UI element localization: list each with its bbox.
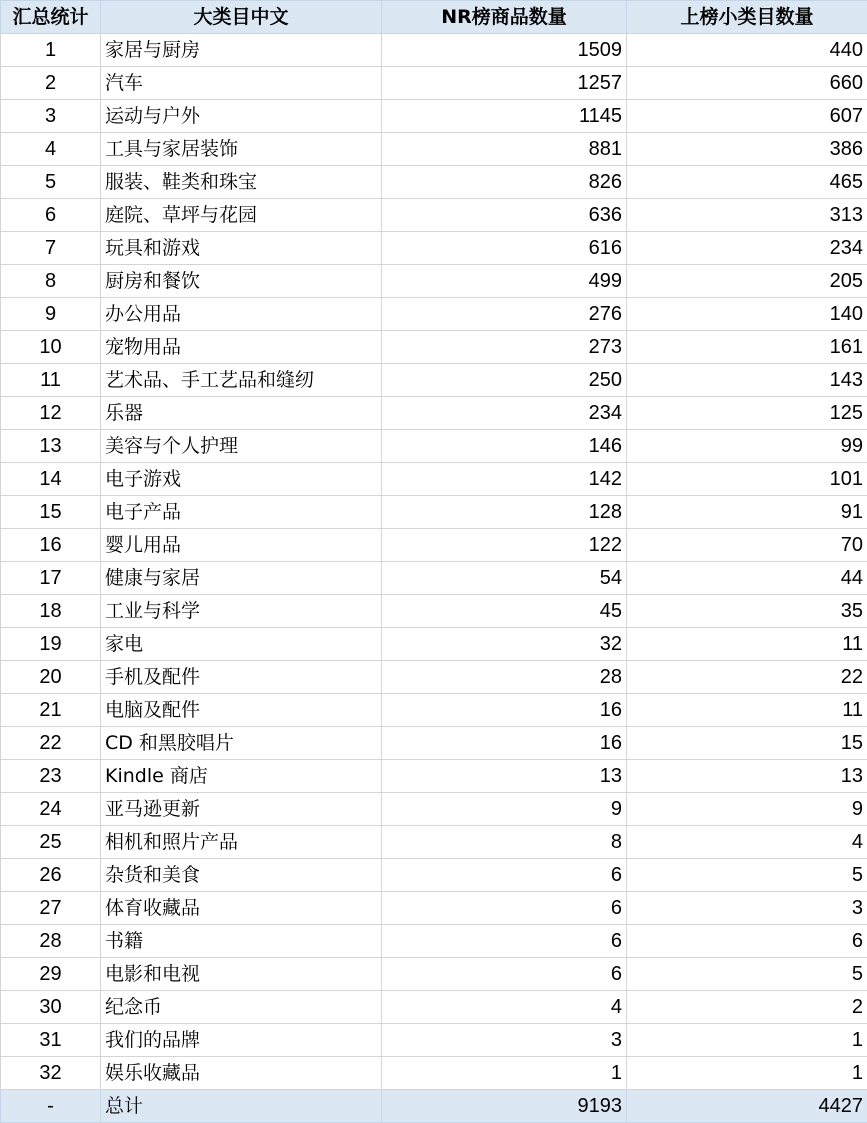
row-category-cell[interactable]: CD 和黑胶唱片 [101, 727, 382, 760]
row-nr-count-cell[interactable]: 1509 [382, 34, 627, 67]
table-footer [1, 1090, 867, 1123]
row-sub-count-cell[interactable]: 3 [627, 892, 867, 925]
row-index-cell[interactable]: 9 [1, 298, 101, 331]
row-category-cell[interactable]: 运动与户外 [101, 100, 382, 133]
row-index-cell[interactable]: 22 [1, 727, 101, 760]
row-index-cell[interactable]: 7 [1, 232, 101, 265]
row-nr-count-cell[interactable]: 826 [382, 166, 627, 199]
column-header-summary[interactable]: 汇总统计 [1, 1, 101, 34]
row-category-cell[interactable]: 美容与个人护理 [101, 430, 382, 463]
row-index-cell[interactable]: 29 [1, 958, 101, 991]
row-category-cell[interactable]: 办公用品 [101, 298, 382, 331]
row-sub-count-cell[interactable]: 13 [627, 760, 867, 793]
row-category-cell[interactable]: 体育收藏品 [101, 892, 382, 925]
row-category-cell[interactable]: 书籍 [101, 925, 382, 958]
row-category-cell[interactable]: 工业与科学 [101, 595, 382, 628]
row-index-cell[interactable]: 19 [1, 628, 101, 661]
row-index-cell[interactable]: 18 [1, 595, 101, 628]
row-nr-count-cell[interactable]: 234 [382, 397, 627, 430]
row-category-cell[interactable]: 厨房和餐饮 [101, 265, 382, 298]
row-category-cell[interactable]: 乐器 [101, 397, 382, 430]
row-index-cell[interactable]: 30 [1, 991, 101, 1024]
table-row [1, 859, 867, 892]
row-nr-count-cell[interactable]: 1 [382, 1057, 627, 1090]
total-label-cell[interactable]: 总计 [101, 1090, 382, 1123]
row-index-cell[interactable]: 8 [1, 265, 101, 298]
row-nr-count-cell[interactable]: 616 [382, 232, 627, 265]
row-sub-count-cell[interactable]: 44 [627, 562, 867, 595]
table-row [1, 298, 867, 331]
row-sub-count-cell[interactable]: 465 [627, 166, 867, 199]
row-nr-count-cell[interactable]: 499 [382, 265, 627, 298]
row-index-cell[interactable]: 32 [1, 1057, 101, 1090]
row-index-cell[interactable]: 26 [1, 859, 101, 892]
row-sub-count-cell[interactable]: 2 [627, 991, 867, 1024]
row-index-cell[interactable]: 4 [1, 133, 101, 166]
row-sub-count-cell[interactable]: 234 [627, 232, 867, 265]
row-index-cell[interactable]: 21 [1, 694, 101, 727]
row-nr-count-cell[interactable]: 273 [382, 331, 627, 364]
row-sub-count-cell[interactable]: 11 [627, 694, 867, 727]
row-category-cell[interactable]: 汽车 [101, 67, 382, 100]
total-sub-count-cell[interactable]: 4427 [627, 1090, 867, 1123]
table-row [1, 496, 867, 529]
row-sub-count-cell[interactable]: 22 [627, 661, 867, 694]
table-row [1, 826, 867, 859]
row-sub-count-cell[interactable]: 5 [627, 958, 867, 991]
row-nr-count-cell[interactable]: 9 [382, 793, 627, 826]
table-row [1, 232, 867, 265]
table-row [1, 265, 867, 298]
row-nr-count-cell[interactable]: 276 [382, 298, 627, 331]
total-nr-count-cell[interactable]: 9193 [382, 1090, 627, 1123]
row-index-cell[interactable]: 11 [1, 364, 101, 397]
row-category-cell[interactable]: 电子产品 [101, 496, 382, 529]
table-row [1, 100, 867, 133]
row-nr-count-cell[interactable]: 6 [382, 925, 627, 958]
row-nr-count-cell[interactable]: 881 [382, 133, 627, 166]
table-row [1, 793, 867, 826]
table-row [1, 430, 867, 463]
row-category-cell[interactable]: 娱乐收藏品 [101, 1057, 382, 1090]
row-nr-count-cell[interactable]: 54 [382, 562, 627, 595]
row-sub-count-cell[interactable]: 101 [627, 463, 867, 496]
row-nr-count-cell[interactable]: 6 [382, 859, 627, 892]
row-index-cell[interactable]: 31 [1, 1024, 101, 1057]
table-row [1, 991, 867, 1024]
row-nr-count-cell[interactable]: 13 [382, 760, 627, 793]
row-category-cell[interactable]: 工具与家居装饰 [101, 133, 382, 166]
table-row [1, 1024, 867, 1057]
row-sub-count-cell[interactable]: 99 [627, 430, 867, 463]
row-nr-count-cell[interactable]: 3 [382, 1024, 627, 1057]
table-row [1, 925, 867, 958]
row-nr-count-cell[interactable]: 4 [382, 991, 627, 1024]
total-row [1, 1090, 867, 1123]
row-sub-count-cell[interactable]: 161 [627, 331, 867, 364]
row-sub-count-cell[interactable]: 9 [627, 793, 867, 826]
row-sub-count-cell[interactable]: 386 [627, 133, 867, 166]
row-index-cell[interactable]: 3 [1, 100, 101, 133]
table-row [1, 529, 867, 562]
row-index-cell[interactable]: 14 [1, 463, 101, 496]
row-sub-count-cell[interactable]: 440 [627, 34, 867, 67]
row-index-cell[interactable]: 24 [1, 793, 101, 826]
table-row [1, 34, 867, 67]
row-category-cell[interactable]: 我们的品牌 [101, 1024, 382, 1057]
row-index-cell[interactable]: 15 [1, 496, 101, 529]
row-nr-count-cell[interactable]: 250 [382, 364, 627, 397]
row-index-cell[interactable]: 5 [1, 166, 101, 199]
table-row [1, 595, 867, 628]
row-index-cell[interactable]: 27 [1, 892, 101, 925]
table-row [1, 628, 867, 661]
row-sub-count-cell[interactable]: 11 [627, 628, 867, 661]
table-row [1, 397, 867, 430]
row-index-cell[interactable]: 6 [1, 199, 101, 232]
row-sub-count-cell[interactable]: 4 [627, 826, 867, 859]
row-sub-count-cell[interactable]: 205 [627, 265, 867, 298]
row-index-cell[interactable]: 17 [1, 562, 101, 595]
total-index-cell[interactable]: - [1, 1090, 101, 1123]
table-row [1, 760, 867, 793]
table-row [1, 364, 867, 397]
row-index-cell[interactable]: 12 [1, 397, 101, 430]
row-nr-count-cell[interactable]: 32 [382, 628, 627, 661]
row-nr-count-cell[interactable]: 8 [382, 826, 627, 859]
row-category-cell[interactable]: 家电 [101, 628, 382, 661]
row-category-cell[interactable]: 婴儿用品 [101, 529, 382, 562]
row-sub-count-cell[interactable]: 35 [627, 595, 867, 628]
row-nr-count-cell[interactable]: 636 [382, 199, 627, 232]
row-nr-count-cell[interactable]: 1145 [382, 100, 627, 133]
row-nr-count-cell[interactable]: 45 [382, 595, 627, 628]
row-index-cell[interactable]: 28 [1, 925, 101, 958]
row-category-cell[interactable]: 玩具和游戏 [101, 232, 382, 265]
row-category-cell[interactable]: 家居与厨房 [101, 34, 382, 67]
row-category-cell[interactable]: 服装、鞋类和珠宝 [101, 166, 382, 199]
row-nr-count-cell[interactable]: 146 [382, 430, 627, 463]
table-row [1, 562, 867, 595]
row-index-cell[interactable]: 16 [1, 529, 101, 562]
row-nr-count-cell[interactable]: 16 [382, 694, 627, 727]
column-header-sub-count[interactable]: 上榜小类目数量 [627, 1, 867, 34]
row-sub-count-cell[interactable]: 91 [627, 496, 867, 529]
row-category-cell[interactable]: 庭院、草坪与花园 [101, 199, 382, 232]
row-index-cell[interactable]: 13 [1, 430, 101, 463]
row-sub-count-cell[interactable]: 140 [627, 298, 867, 331]
row-sub-count-cell[interactable]: 15 [627, 727, 867, 760]
row-nr-count-cell[interactable]: 128 [382, 496, 627, 529]
row-category-cell[interactable]: 宠物用品 [101, 331, 382, 364]
row-index-cell[interactable]: 23 [1, 760, 101, 793]
table-row [1, 166, 867, 199]
row-index-cell[interactable]: 10 [1, 331, 101, 364]
row-category-cell[interactable]: 电脑及配件 [101, 694, 382, 727]
row-nr-count-cell[interactable]: 1257 [382, 67, 627, 100]
table-row [1, 661, 867, 694]
row-nr-count-cell[interactable]: 16 [382, 727, 627, 760]
table-row [1, 892, 867, 925]
row-sub-count-cell[interactable]: 1 [627, 1024, 867, 1057]
row-index-cell[interactable]: 20 [1, 661, 101, 694]
row-sub-count-cell[interactable]: 607 [627, 100, 867, 133]
row-sub-count-cell[interactable]: 6 [627, 925, 867, 958]
row-category-cell[interactable]: 电影和电视 [101, 958, 382, 991]
row-nr-count-cell[interactable]: 6 [382, 892, 627, 925]
row-sub-count-cell[interactable]: 660 [627, 67, 867, 100]
row-sub-count-cell[interactable]: 5 [627, 859, 867, 892]
column-header-category[interactable]: 大类目中文 [101, 1, 382, 34]
row-category-cell[interactable]: 手机及配件 [101, 661, 382, 694]
row-category-cell[interactable]: 亚马逊更新 [101, 793, 382, 826]
row-sub-count-cell[interactable]: 313 [627, 199, 867, 232]
row-nr-count-cell[interactable]: 6 [382, 958, 627, 991]
row-sub-count-cell[interactable]: 125 [627, 397, 867, 430]
row-category-cell[interactable]: 纪念币 [101, 991, 382, 1024]
row-category-cell[interactable]: 相机和照片产品 [101, 826, 382, 859]
row-category-cell[interactable]: 电子游戏 [101, 463, 382, 496]
table-row [1, 958, 867, 991]
row-index-cell[interactable]: 1 [1, 34, 101, 67]
row-nr-count-cell[interactable]: 122 [382, 529, 627, 562]
table-row [1, 1057, 867, 1090]
row-index-cell[interactable]: 2 [1, 67, 101, 100]
table-row [1, 727, 867, 760]
table-row [1, 67, 867, 100]
row-category-cell[interactable]: 健康与家居 [101, 562, 382, 595]
row-sub-count-cell[interactable]: 70 [627, 529, 867, 562]
table-body [1, 34, 867, 1090]
table-row [1, 331, 867, 364]
table-row [1, 199, 867, 232]
row-sub-count-cell[interactable]: 143 [627, 364, 867, 397]
row-index-cell[interactable]: 25 [1, 826, 101, 859]
row-category-cell[interactable]: Kindle 商店 [101, 760, 382, 793]
table-row [1, 694, 867, 727]
column-header-nr-count[interactable]: NR榜商品数量 [382, 1, 627, 34]
table-row [1, 463, 867, 496]
row-sub-count-cell[interactable]: 1 [627, 1057, 867, 1090]
row-nr-count-cell[interactable]: 142 [382, 463, 627, 496]
row-nr-count-cell[interactable]: 28 [382, 661, 627, 694]
row-category-cell[interactable]: 艺术品、手工艺品和缝纫 [101, 364, 382, 397]
header-row [1, 1, 867, 34]
row-category-cell[interactable]: 杂货和美食 [101, 859, 382, 892]
table-row [1, 133, 867, 166]
table-header [1, 1, 867, 34]
